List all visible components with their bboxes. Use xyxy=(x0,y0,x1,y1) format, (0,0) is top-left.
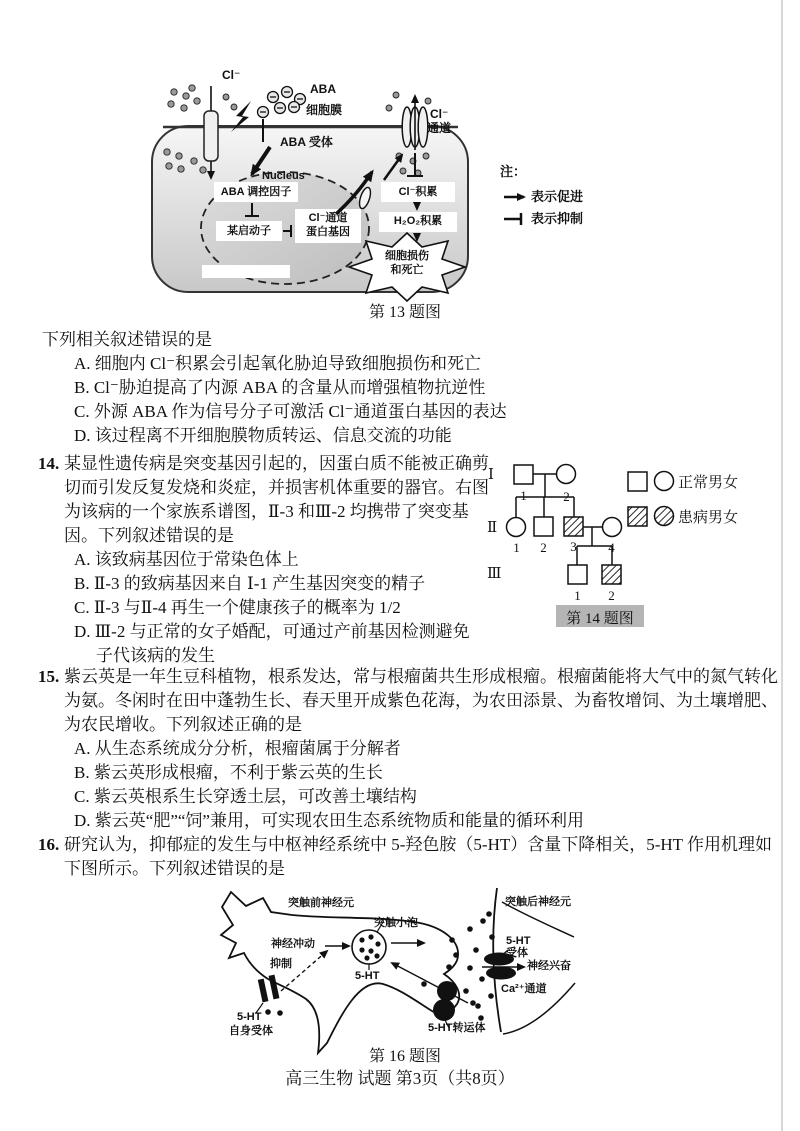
pedigree-iii2-number: 2 xyxy=(608,588,615,603)
figure-16-caption: 第 16 题图 xyxy=(368,1048,441,1065)
q14-stem-line-2: 切而引发反复发烧和炎症，并损害机体重要的器官。右图 xyxy=(64,478,489,497)
q14-number: 14. xyxy=(38,454,60,473)
cell-damage-label-2: 和死亡 xyxy=(390,264,424,276)
pedigree-iii1-normal-male xyxy=(568,565,587,584)
pedigree-ii2-normal-male xyxy=(534,517,553,536)
pedigree-ii3-affected-male xyxy=(564,517,583,536)
nerve-impulse-label: 神经冲动 xyxy=(271,938,315,950)
cl-accumulation-box-label: Cl⁻积累 xyxy=(398,186,438,198)
synaptic-vesicle-label: 突触小泡 xyxy=(374,917,418,929)
q15-option-a: A. 从生态系统成分分析，根瘤菌属于分解者 xyxy=(74,739,401,758)
autoreceptor-label-2: 自身受体 xyxy=(229,1025,273,1037)
ca-channel-label: Ca²⁺通道 xyxy=(501,983,547,995)
q13-stem: 下列相关叙述错误的是 xyxy=(42,330,212,349)
figure-14-caption: 第 14 题图 xyxy=(556,605,644,627)
pedigree-ii1-normal-female xyxy=(507,518,526,537)
pedigree-ii1-number: 1 xyxy=(513,540,520,555)
nucleus-label: Nucleus xyxy=(262,170,305,182)
q14-option-c: C. Ⅱ-3 与Ⅱ-4 再生一个健康孩子的概率为 1/2 xyxy=(74,598,401,617)
note-promote-label: 表示促进 xyxy=(531,189,584,204)
promoter-box-label: 某启动子 xyxy=(227,225,271,237)
q16-stem-line-2: 下图所示。下列叙述错误的是 xyxy=(64,859,285,878)
pedigree-gen3-label: Ⅲ xyxy=(487,566,502,582)
ca-channel-shape xyxy=(486,967,516,980)
cl-channel-label-2: 通道 xyxy=(427,121,452,135)
q16-stem-line-1: 研究认为，抑郁症的发生与中枢神经系统中 5-羟色胺（5-HT）含量下降相关，5-HT 作用机理如 xyxy=(64,835,772,854)
cl-ion-label: Cl⁻ xyxy=(222,68,241,82)
pedigree-gen1-label: Ⅰ xyxy=(488,467,494,483)
excitation-label: 神经兴奋 xyxy=(527,960,571,972)
figure-14-pedigree xyxy=(507,465,674,585)
inhibition-label: 抑制 xyxy=(270,958,292,970)
q15-stem-line-3: 为农民增收。下列叙述正确的是 xyxy=(64,715,302,734)
aba-molecules xyxy=(258,87,306,118)
legend-normal-female-icon xyxy=(655,472,674,491)
pedigree-iii1-number: 1 xyxy=(574,588,581,603)
pedigree-i2-number: 2 xyxy=(563,489,570,504)
5ht-transporter-shape xyxy=(437,981,457,1001)
q13-option-a: A. 细胞内 Cl⁻积累会引起氧化胁迫导致细胞损伤和死亡 xyxy=(74,354,482,373)
scan-edge-artifact xyxy=(781,0,783,1131)
membrane-label: 细胞膜 xyxy=(306,103,343,117)
cl-channel-label-1: Cl⁻ xyxy=(430,107,449,121)
cl-gene-box-label-2: 蛋白基因 xyxy=(306,226,350,238)
aba-factor-box-label: ABA 调控因子 xyxy=(220,186,292,198)
q13-option-c: C. 外源 ABA 作为信号分子可激活 Cl⁻通道蛋白基因的表达 xyxy=(74,402,507,421)
q16-number: 16. xyxy=(38,835,60,854)
legend-normal-male-icon xyxy=(628,472,647,491)
legend-affected-female-icon xyxy=(655,507,674,526)
q15-option-d: D. 紫云英“肥”“饲”兼用，可实现农田生态系统物质和能量的循环利用 xyxy=(74,811,584,830)
page-footer: 高三生物 试题 第3页（共8页） xyxy=(285,1069,515,1088)
q14-stem-line-4: 因。下列叙述错误的是 xyxy=(64,526,234,545)
figure-13-diagram xyxy=(152,85,527,301)
aba-label: ABA xyxy=(310,82,336,96)
pedigree-ii3-number: 3 xyxy=(570,539,577,554)
q13-option-b: B. Cl⁻胁迫提高了内源 ABA 的含量从而增强植物抗逆性 xyxy=(74,378,486,397)
pedigree-iii2-affected-male xyxy=(602,565,621,584)
legend-normal-label: 正常男女 xyxy=(678,475,739,491)
q15-option-c: C. 紫云英根系生长穿透土层，可改善土壤结构 xyxy=(74,787,417,806)
q14-option-d-cont: 子代该病的发生 xyxy=(96,646,215,665)
reuptake-arrow xyxy=(392,963,468,1003)
legend-affected-male-icon xyxy=(628,507,647,526)
pedigree-i1-number: 1 xyxy=(520,488,527,503)
5ht-label: 5-HT xyxy=(355,970,380,982)
figure-13-caption: 第 13 题图 xyxy=(368,304,441,321)
pedigree-i1-normal-male xyxy=(514,465,533,484)
q15-stem-line-2: 为氨。冬闲时在田中蓬勃生长、春天里开成紫色花海，为农田添景、为畜牧增饲、为土壤增肥、 xyxy=(64,691,778,710)
autoreceptor-label-1: 5-HT xyxy=(237,1011,262,1023)
q14-stem-line-1: 某显性遗传病是突变基因引起的，因蛋白质不能被正确剪 xyxy=(64,454,489,473)
postsynaptic-neuron-label: 突触后神经元 xyxy=(505,896,571,908)
inhibition-dashed-arrow xyxy=(281,951,327,991)
q14-option-a: A. 该致病基因位于常染色体上 xyxy=(74,550,299,569)
aba-receptor-label: ABA 受体 xyxy=(280,135,333,149)
cl-influx-channel xyxy=(204,111,218,161)
q14-option-b: B. Ⅱ-3 的致病基因来自 Ⅰ-1 产生基因突变的精子 xyxy=(74,574,426,593)
pedigree-gen2-label: Ⅱ xyxy=(487,520,498,536)
presynaptic-neuron-label: 突触前神经元 xyxy=(288,897,354,909)
q15-stem-line-1: 紫云英是一年生豆科植物，根系发达，常与根瘤菌共生形成根瘤。根瘤菌能将大气中的氮气转化 xyxy=(64,667,778,686)
pedigree-ii4-number: 4 xyxy=(608,540,615,555)
5ht-receptor-label-2: 受体 xyxy=(506,947,528,959)
5ht-receptor-label-1: 5-HT xyxy=(506,935,531,947)
note-inhibit-label: 表示抑制 xyxy=(531,211,584,226)
pedigree-ii2-number: 2 xyxy=(540,540,547,555)
q13-option-d: D. 该过程离不开细胞膜物质转运、信息交流的功能 xyxy=(74,426,452,445)
autoreceptor-bar xyxy=(258,979,269,1003)
q15-number: 15. xyxy=(38,667,60,686)
pedigree-ii4-normal-female xyxy=(603,518,622,537)
q15-option-b: B. 紫云英形成根瘤，不利于紫云英的生长 xyxy=(74,763,383,782)
note-title: 注： xyxy=(500,164,527,179)
pedigree-i2-normal-female xyxy=(557,465,576,484)
h2o2-accumulation-box-label: H₂O₂积累 xyxy=(393,215,443,227)
legend-affected-label: 患病男女 xyxy=(678,510,739,526)
q14-stem-line-3: 为该病的一个家族系谱图，Ⅱ-3 和Ⅲ-2 均携带了突变基 xyxy=(64,502,469,521)
cell-damage-label-1: 细胞损伤 xyxy=(385,250,429,262)
q14-option-d: D. Ⅲ-2 与正常的女子婚配，可通过产前基因检测避免 xyxy=(74,622,470,641)
cl-gene-box-label-1: Cl⁻通道 xyxy=(308,212,348,224)
transporter-label: 5-HT转运体 xyxy=(428,1022,486,1034)
